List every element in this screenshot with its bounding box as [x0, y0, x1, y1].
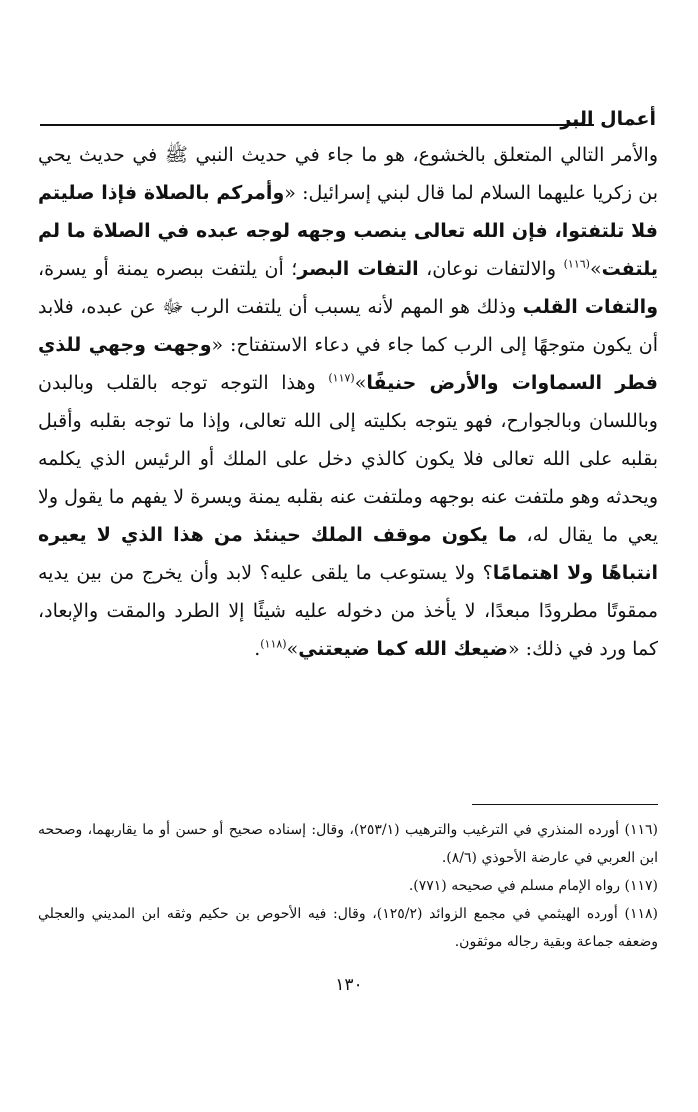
bold-question: ما يكون موقف الملك حينئذ من هذا الذي لا يعيره انتباهًا ولا اهتمامًا [38, 524, 658, 584]
text-run: والأمر التالي المتعلق بالخشوع، هو ما جاء في حديث النبي ﷺ في حديث يحي بن زكريا عليهما السلام لما قال لبني إسرائيل: « [38, 144, 658, 204]
text-run: والالتفات نوعان، [418, 258, 564, 280]
bold-term: والتفات القلب [522, 296, 659, 318]
header-rule [40, 124, 594, 126]
text-run: » [354, 372, 367, 394]
text-run: » [286, 638, 299, 660]
footnote-ref: (١١٧) [328, 371, 355, 385]
text-run: . [254, 638, 261, 660]
running-title: أعمال البر [560, 108, 656, 130]
text-run: » [589, 258, 602, 280]
text-run: ؟ ولا يستوعب ما يلقى عليه؟ لابد وأن يخرج من بين يديه ممقوتًا مطرودًا مبعدًا، لا يأخذ من دخوله عليه شيئًا إلا الطرد والمقت والإبعاد، كما ورد في ذلك: « [38, 562, 658, 660]
footnotes [38, 816, 658, 956]
main-text [38, 136, 658, 668]
bold-hadith: وأمركم بالصلاة فإذا صليتم فلا تلتفتوا، فإن الله تعالى ينصب وجهه لوجه عبده في الصلاة ما لم يلتفت [38, 182, 658, 280]
footnote: (١١٧) رواه الإمام مسلم في صحيحه (٧٧١). [408, 878, 658, 894]
bold-term: التفات البصر [297, 258, 419, 280]
main-paragraph [38, 136, 658, 668]
footnote: (١١٦) أورده المنذري في الترغيب والترهيب (٢٥٣/١)، وقال: إسناده صحيح أو حسن أو ما يقاربهما، وصححه ابن العربي في عارضة الأحوذي (٨/٦). [38, 822, 658, 866]
text-run: وهذا التوجه توجه بالقلب وبالبدن وباللسان وبالجوارح، فهو يتوجه بكليته إلى الله تعالى، وإذا ما توجه بقلبه وأقبل بقلبه على الله تعالى فلا يكون كالذي دخل على الملك أو الرئيس الذي يكلمه ويحدثه وهو ملتفت عنه بوجهه وملتفت عنه بقلبه يمنة ويسرة لا يفهم ما يقول ولا يعي ما يقال له، [38, 372, 658, 546]
page-number: ١٣٠ [335, 975, 363, 995]
footnote: (١١٨) أورده الهيثمي في مجمع الزوائد (١٢٥/٢)، وقال: فيه الأحوص بن حكيم وثقه ابن المديني والعجلي وضعفه جماعة وبقية رجاله موثقون. [38, 906, 658, 950]
footnote-divider [472, 804, 658, 805]
bold-quote: ضيعك الله كما ضيعتني [298, 638, 508, 660]
footnote-ref: (١١٨) [260, 637, 287, 651]
footnote-ref: (١١٦) [563, 257, 590, 271]
bold-dua: وجهت وجهي للذي فطر السماوات والأرض حنيفًا [38, 334, 658, 394]
text-run: ؛ أن يلتفت ببصره يمنة أو يسرة، [38, 258, 298, 280]
text-run: وذلك هو المهم لأنه يسبب أن يلتفت الرب ﷻ عن عبده، فلابد أن يكون متوجهًا إلى الرب كما جاء في دعاء الاستفتاح: « [38, 296, 658, 356]
